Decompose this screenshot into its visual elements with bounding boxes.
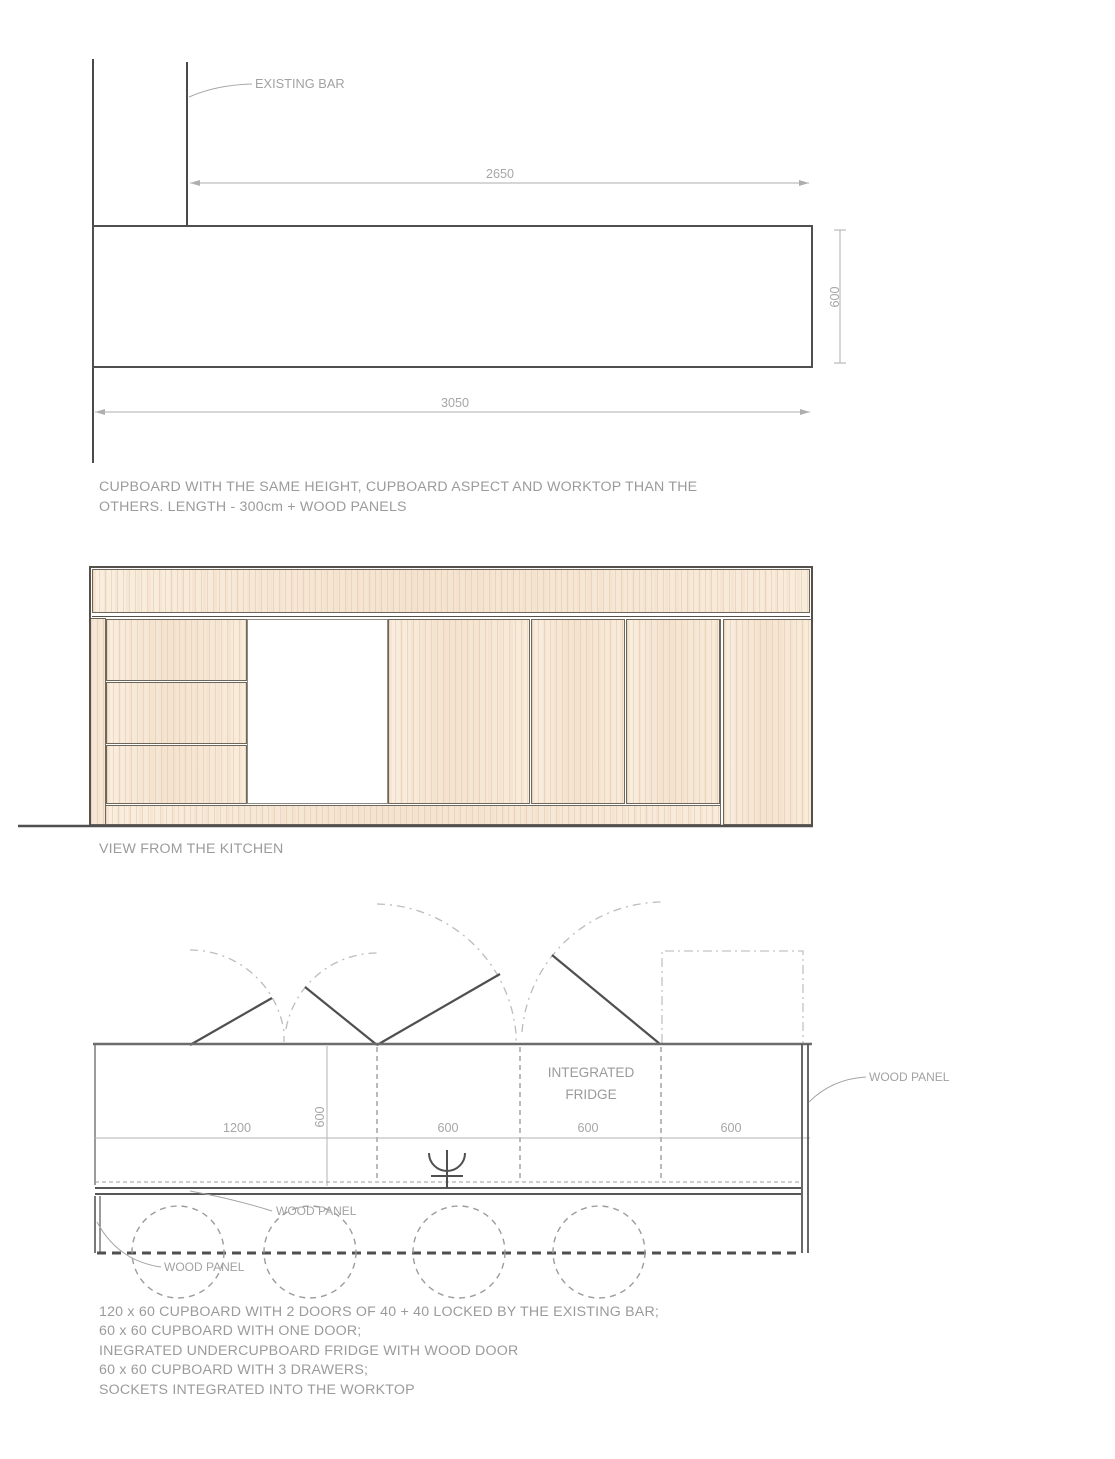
leg-circles: [132, 1206, 645, 1298]
dim-1200: 1200: [222, 1121, 252, 1135]
elevation-drawer-1: [106, 619, 247, 681]
dim-600-unit2: 600: [437, 1121, 459, 1135]
top-note-line2: OTHERS. LENGTH - 300cm + WOOD PANELS: [99, 499, 407, 515]
elevation-caption: VIEW FROM THE KITCHEN: [99, 841, 284, 857]
elevation-worktop-underline: [92, 616, 810, 617]
top-note-line1: CUPBOARD WITH THE SAME HEIGHT, CUPBOARD ASPECT AND WORKTOP THAN THE: [99, 479, 698, 495]
dim-3050: 3050: [440, 396, 470, 410]
elevation-door-1: [388, 619, 530, 804]
projection-box: [662, 951, 803, 1043]
existing-bar-label: EXISTING BAR: [255, 76, 345, 91]
elevation-door-2: [531, 619, 625, 804]
dim-600-depth-top: 600: [828, 286, 842, 308]
door-swing-arcs: [190, 902, 661, 1043]
dim-2650: 2650: [485, 167, 515, 181]
elevation-fridge-opening: [247, 619, 388, 804]
elevation-plinth: [106, 805, 720, 825]
label-leaders: [97, 1077, 866, 1267]
door-leaves: [190, 955, 660, 1045]
plan-note-5: SOCKETS INTEGRATED INTO THE WORKTOP: [99, 1382, 415, 1398]
elevation-drawer-3: [106, 745, 247, 804]
elevation-right-panel: [723, 619, 811, 825]
plan-view-lines: [93, 902, 866, 1298]
plan-note-2: 60 x 60 CUPBOARD WITH ONE DOOR;: [99, 1323, 362, 1339]
plan-note-3: INEGRATED UNDERCUPBOARD FRIDGE WITH WOOD DOOR: [99, 1343, 519, 1359]
dim-600-unit3: 600: [577, 1121, 599, 1135]
wood-panel-label-bottom: WOOD PANEL: [164, 1260, 245, 1274]
dim-600-unit4: 600: [720, 1121, 742, 1135]
fridge-label-line2: FRIDGE: [565, 1087, 617, 1102]
wood-panel-label-right: WOOD PANEL: [869, 1070, 950, 1084]
elevation-door-3: [626, 619, 720, 804]
socket-icon: [429, 1150, 465, 1188]
elevation-drawer-2: [106, 682, 247, 744]
plan-note-4: 60 x 60 CUPBOARD WITH 3 DRAWERS;: [99, 1362, 369, 1378]
elevation-worktop-band: [92, 569, 810, 613]
elevation-left-panel: [91, 618, 106, 825]
elevation-right-panel-joint: [720, 619, 721, 825]
fridge-label-line1: INTEGRATED: [547, 1065, 635, 1080]
dim-600-depth-plan: 600: [313, 1106, 327, 1128]
wood-panel-label-mid: WOOD PANEL: [276, 1204, 357, 1218]
plan-note-1: 120 x 60 CUPBOARD WITH 2 DOORS OF 40 + 40 LOCKED BY THE EXISTING BAR;: [99, 1304, 660, 1320]
